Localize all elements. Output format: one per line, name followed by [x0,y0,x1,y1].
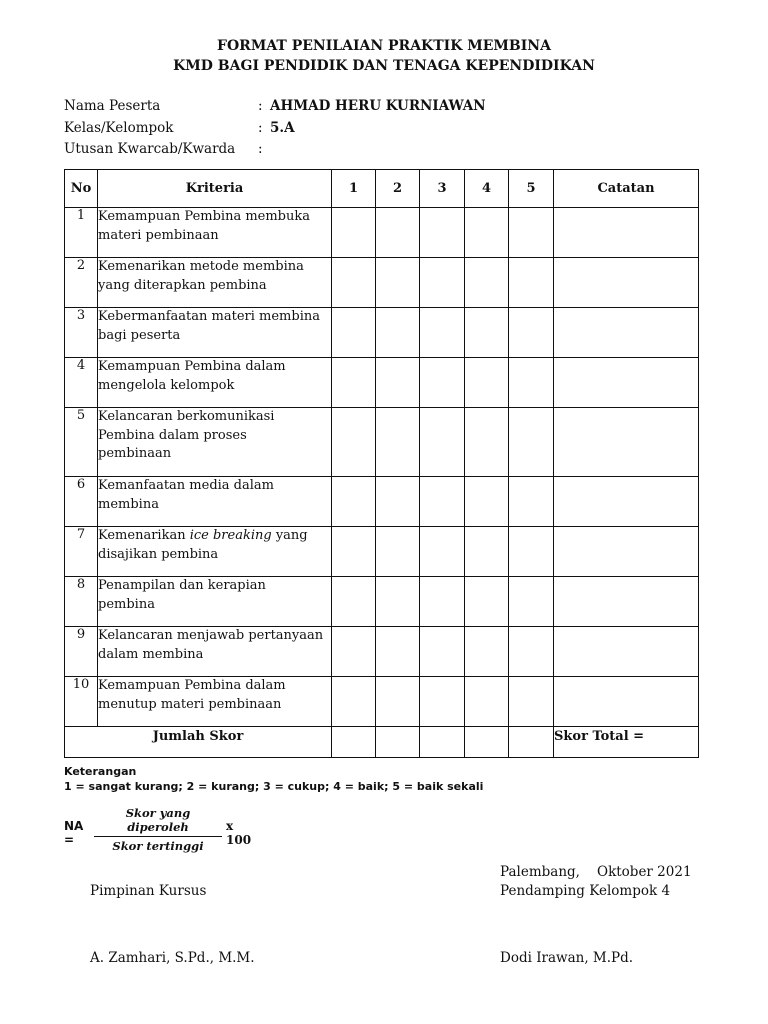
document-title-line-2: KMD BAGI PENDIDIK DAN TENAGA KEPENDIDIKAN [173,58,595,74]
row-number: 5 [65,408,98,477]
score-cell[interactable] [509,408,554,477]
notes-cell[interactable] [554,477,699,527]
notes-cell[interactable] [554,577,699,627]
skor-total-label: Skor Total = [554,727,699,758]
criteria-line: Kemanfaatan media dalam [98,478,274,493]
criteria-line: Kemenarikan metode membina [98,259,304,274]
criteria-cell [98,208,332,258]
score-cell[interactable] [420,308,465,358]
notes-cell[interactable] [554,308,699,358]
signature-date [500,864,692,880]
utusan-label: Utusan Kwarcab/Kwarda [64,141,236,157]
score-cell[interactable] [509,358,554,408]
table-row [65,577,699,627]
header-score-3: 3 [420,170,465,208]
row-number: 4 [65,358,98,408]
criteria-line: pembina [98,596,155,612]
criteria-cell [98,577,332,627]
header-score-4: 4 [465,170,509,208]
score-cell[interactable] [465,358,509,408]
right-signatory-title: Pendamping Kelompok 4 [500,883,671,899]
score-cell[interactable] [332,627,376,677]
header-score-5: 5 [509,170,554,208]
score-cell[interactable] [332,308,376,358]
total-row [65,727,699,758]
score-cell[interactable] [420,358,465,408]
criteria-line: Penampilan dan kerapian [98,578,266,593]
score-cell[interactable] [420,408,465,477]
row-number: 6 [65,477,98,527]
score-cell[interactable] [376,527,420,577]
score-cell[interactable] [465,258,509,308]
score-cell[interactable] [376,627,420,677]
kelas-label: Kelas/Kelompok [64,120,174,136]
score-cell[interactable] [332,577,376,627]
criteria-cell [98,527,332,577]
header-score-1: 1 [332,170,376,208]
notes-cell[interactable] [554,358,699,408]
score-cell[interactable] [420,677,465,727]
utusan-colon: : [258,141,263,157]
score-cell[interactable] [420,208,465,258]
criteria-cell [98,627,332,677]
table-row [65,258,699,308]
criteria-line: yang [271,528,308,543]
criteria-line: Kemenarikan [98,528,190,543]
criteria-italic-term: ice breaking [189,528,272,543]
row-number: 7 [65,527,98,577]
table-row [65,408,699,477]
score-cell[interactable] [465,308,509,358]
score-cell[interactable] [465,527,509,577]
criteria-line: Kemampuan Pembina membuka [98,209,310,224]
total-score-cell[interactable] [332,727,376,758]
score-cell[interactable] [465,477,509,527]
score-cell[interactable] [465,627,509,677]
table-row [65,477,699,527]
score-cell[interactable] [376,358,420,408]
criteria-line: Kemampuan Pembina dalam [98,359,286,374]
criteria-cell [98,477,332,527]
criteria-line: Kelancaran menjawab pertanyaan [98,628,324,643]
signature-month-year: Oktober 2021 [597,864,692,880]
keterangan-text: 1 = sangat kurang; 2 = kurang; 3 = cukup; 4 = baik; 5 = baik sekali [64,780,484,793]
notes-cell[interactable] [554,527,699,577]
score-cell[interactable] [376,258,420,308]
score-cell[interactable] [509,477,554,527]
header-no: No [65,170,98,208]
nama-value: AHMAD HERU KURNIAWAN [270,98,486,114]
criteria-cell [98,308,332,358]
total-score-cell[interactable] [420,727,465,758]
total-score-cell[interactable] [509,727,554,758]
table-row [65,627,699,677]
score-cell[interactable] [509,208,554,258]
row-number: 9 [65,627,98,677]
score-cell[interactable] [332,208,376,258]
left-signatory-title: Pimpinan Kursus [90,883,207,899]
table-row [65,308,699,358]
formula-numerator: Skor yang diperoleh [94,806,222,837]
notes-cell[interactable] [554,627,699,677]
criteria-line: membina [98,496,159,512]
score-cell[interactable] [376,577,420,627]
score-cell[interactable] [376,477,420,527]
score-cell[interactable] [332,477,376,527]
score-cell[interactable] [420,627,465,677]
table-row [65,677,699,727]
score-cell[interactable] [420,527,465,577]
score-cell[interactable] [509,308,554,358]
document-title-line-1: FORMAT PENILAIAN PRAKTIK MEMBINA [217,38,551,54]
score-cell[interactable] [465,577,509,627]
criteria-line: yang diterapkan pembina [98,277,267,293]
score-cell[interactable] [376,308,420,358]
score-cell[interactable] [420,577,465,627]
formula-multiplier: x 100 [226,819,252,847]
signature-place: Palembang, [500,864,580,880]
jumlah-skor-label: Jumlah Skor [65,727,332,758]
header-score-2: 2 [376,170,420,208]
table-header-row [65,170,699,208]
score-cell[interactable] [465,208,509,258]
formula-denominator: Skor tertinggi [112,839,204,853]
criteria-line: pembinaan [98,446,172,461]
score-cell[interactable] [376,408,420,477]
criteria-line: Kelancaran berkomunikasi [98,409,275,424]
na-label: NA = [64,819,84,847]
criteria-cell [98,258,332,308]
score-cell[interactable] [509,677,554,727]
total-score-cell[interactable] [465,727,509,758]
nama-colon: : [258,98,263,114]
header-kriteria: Kriteria [98,170,332,208]
criteria-line: dalam membina [98,646,204,662]
criteria-cell [98,408,332,477]
notes-cell[interactable] [554,677,699,727]
score-cell[interactable] [509,577,554,627]
keterangan-label: Keterangan [64,765,137,778]
criteria-line: Pembina dalam proses [98,427,247,443]
notes-cell[interactable] [554,208,699,258]
row-number: 10 [65,677,98,727]
table-row [65,208,699,258]
kelas-colon: : [258,120,263,136]
nama-label: Nama Peserta [64,98,161,114]
row-number: 2 [65,258,98,308]
notes-cell[interactable] [554,408,699,477]
score-cell[interactable] [332,527,376,577]
row-number: 8 [65,577,98,627]
criteria-line: Kemampuan Pembina dalam [98,678,286,693]
criteria-line: materi pembinaan [98,227,219,243]
total-score-cell[interactable] [376,727,420,758]
right-signatory-name: Dodi Irawan, M.Pd. [500,950,634,966]
score-cell[interactable] [509,627,554,677]
score-cell[interactable] [465,677,509,727]
score-cell[interactable] [332,258,376,308]
criteria-cell [98,358,332,408]
criteria-cell [98,677,332,727]
criteria-line: Kebermanfaatan materi membina [98,309,320,324]
score-cell[interactable] [332,408,376,477]
formula-fraction [94,806,222,853]
row-number: 3 [65,308,98,358]
header-catatan: Catatan [554,170,699,208]
score-cell[interactable] [509,527,554,577]
kelas-value: 5.A [270,120,295,136]
score-cell[interactable] [376,677,420,727]
criteria-line: bagi peserta [98,327,181,343]
score-cell[interactable] [465,408,509,477]
criteria-line: disajikan pembina [98,546,219,562]
criteria-line: menutup materi pembinaan [98,696,282,712]
keterangan-block [64,764,483,794]
score-cell[interactable] [332,677,376,727]
score-cell[interactable] [376,208,420,258]
row-number: 1 [65,208,98,258]
notes-cell[interactable] [554,258,699,308]
criteria-line: mengelola kelompok [98,377,235,393]
score-cell[interactable] [332,358,376,408]
left-signatory-name: A. Zamhari, S.Pd., M.M. [90,950,255,966]
assessment-table [64,169,699,758]
table-row [65,358,699,408]
score-cell[interactable] [420,258,465,308]
table-row [65,527,699,577]
score-cell[interactable] [420,477,465,527]
score-cell[interactable] [509,258,554,308]
